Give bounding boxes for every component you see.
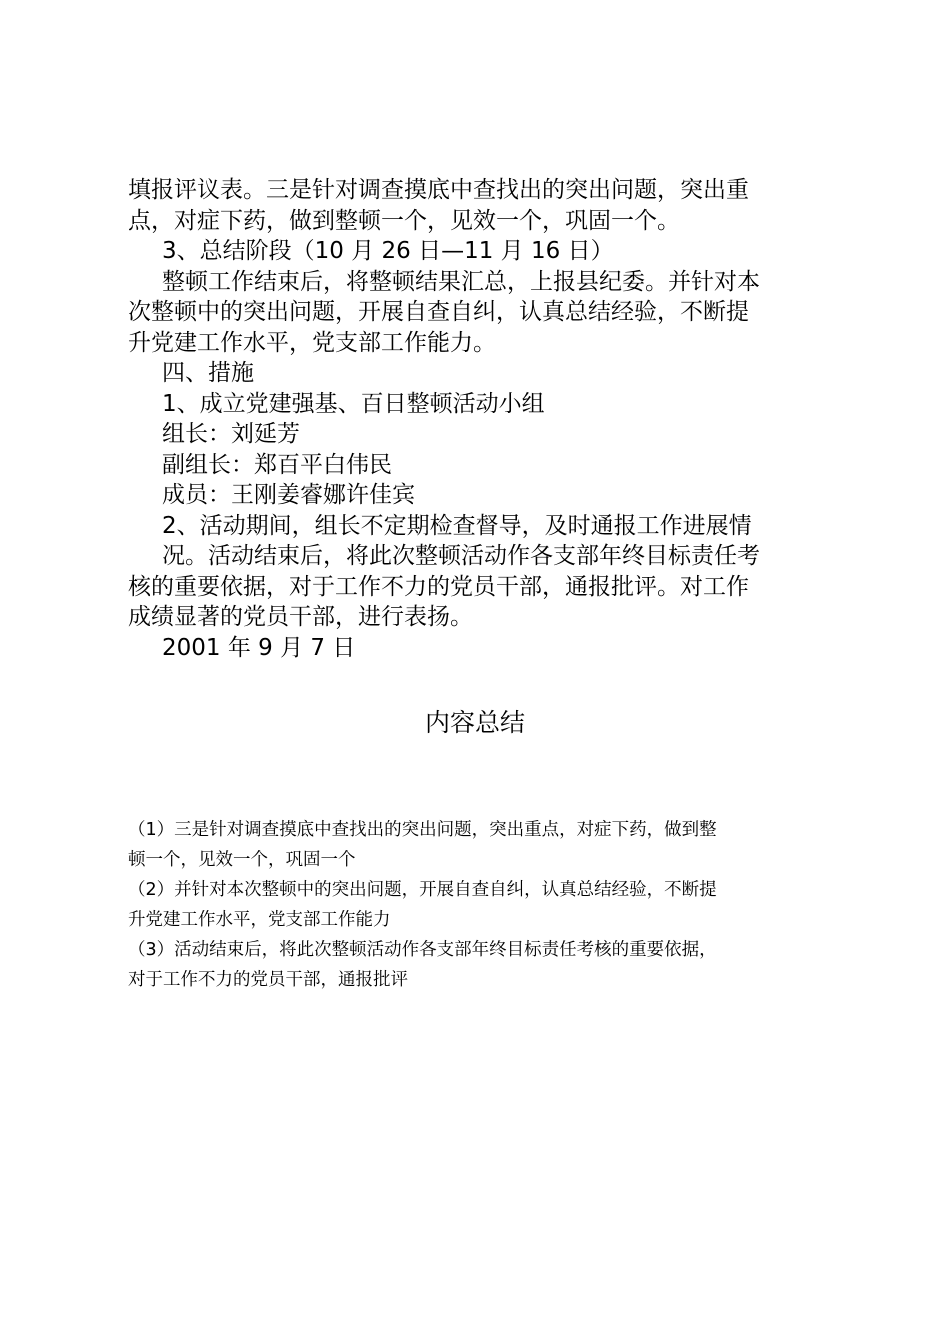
summary-line: （3）活动结束后，将此次整顿活动作各支部年终目标责任考核的重要依据， bbox=[128, 940, 717, 960]
body-line: 升党建工作水平，党支部工作能力。 bbox=[128, 329, 496, 356]
summary-line: 对于工作不力的党员干部，通报批评 bbox=[128, 970, 408, 990]
summary-line: 顿一个，见效一个，巩固一个 bbox=[128, 850, 356, 870]
section-heading-summary-phase: 3、总结阶段（10 月 26 日—11 月 16 日） bbox=[162, 238, 614, 264]
summary-list bbox=[128, 815, 828, 995]
deputy-leader-line: 副组长：郑百平白伟民 bbox=[162, 451, 392, 478]
body-text bbox=[128, 175, 828, 663]
summary-line: （1）三是针对调查摸底中查找出的突出问题，突出重点，对症下药，做到整 bbox=[128, 820, 717, 840]
body-line: 次整顿中的突出问题，开展自查自纠，认真总结经验，不断提 bbox=[128, 299, 749, 325]
group-leader-line: 组长：刘延芳 bbox=[162, 421, 300, 447]
section-heading-measures: 四、措施 bbox=[162, 360, 254, 386]
members-line: 成员：王刚姜睿娜许佳宾 bbox=[162, 482, 415, 508]
summary-line: 升党建工作水平，党支部工作能力 bbox=[128, 910, 391, 930]
document-date: 2001 年 9 月 7 日 bbox=[162, 634, 356, 661]
summary-title: 内容总结 bbox=[424, 708, 525, 737]
body-line: 整顿工作结束后，将整顿结果汇总，上报县纪委。并针对本 bbox=[162, 268, 760, 295]
body-line: 成绩显著的党员干部，进行表扬。 bbox=[128, 604, 473, 630]
body-line: 点，对症下药，做到整顿一个，见效一个，巩固一个。 bbox=[128, 207, 680, 234]
body-line: 填报评议表。三是针对调查摸底中查找出的突出问题，突出重 bbox=[128, 177, 749, 203]
body-line: 2、活动期间，组长不定期检查督导，及时通报工作进展情 bbox=[162, 512, 752, 539]
summary-line: （2）并针对本次整顿中的突出问题，开展自查自纠，认真总结经验，不断提 bbox=[128, 880, 717, 900]
body-line: 1、成立党建强基、百日整顿活动小组 bbox=[162, 390, 545, 417]
body-line: 况。活动结束后，将此次整顿活动作各支部年终目标责任考 bbox=[162, 543, 760, 569]
body-line: 核的重要依据，对于工作不力的党员干部，通报批评。对工作 bbox=[128, 573, 749, 600]
